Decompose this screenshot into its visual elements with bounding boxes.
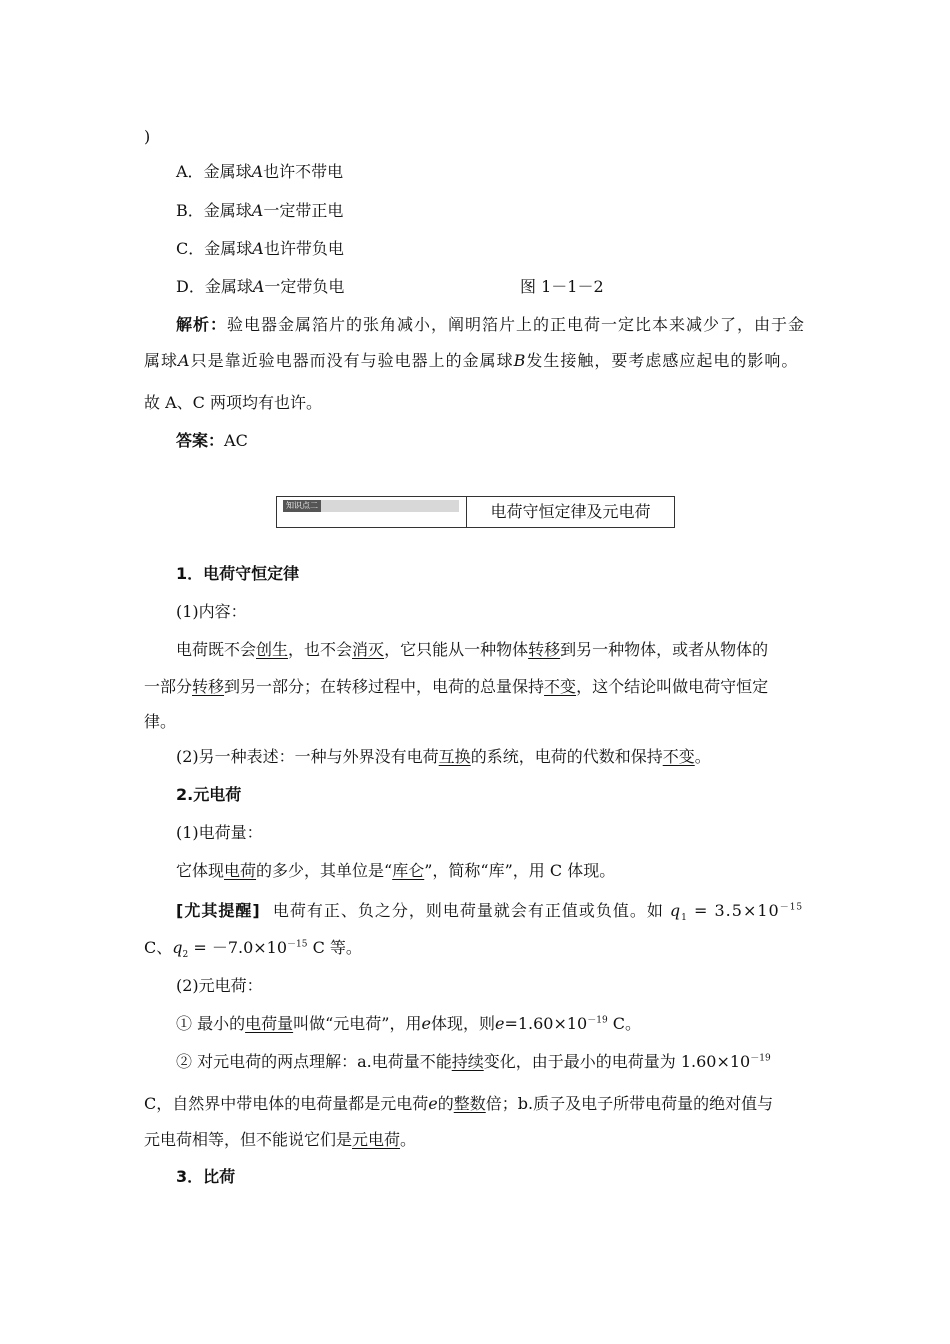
variable: A xyxy=(252,239,264,258)
analysis-label: 解析： xyxy=(176,315,228,334)
option-text: 金属球 xyxy=(203,162,252,181)
exponent: －19 xyxy=(587,1015,608,1026)
text-run: (2)另一种表述：一种与外界没有电荷 xyxy=(176,747,439,766)
text-run: 叫做“元电荷”，用 xyxy=(293,1014,422,1033)
text-run: 的 xyxy=(437,1094,454,1113)
fill-in-answer: 整数 xyxy=(453,1094,486,1113)
fill-in-answer: 转移 xyxy=(192,677,225,696)
list-item xyxy=(176,1013,641,1035)
fill-in-answer: 不变 xyxy=(662,747,695,766)
text-run: 。 xyxy=(694,747,711,766)
option-text: 金属球 xyxy=(204,277,253,296)
para-line xyxy=(144,676,768,698)
variable: A xyxy=(251,201,264,220)
section-header-box xyxy=(276,496,675,528)
para-line xyxy=(144,1093,773,1115)
special-note-label: [尤其提醒] xyxy=(176,901,261,920)
heading-specific-charge: 3．比荷 xyxy=(176,1167,236,1186)
variable: e xyxy=(494,1014,505,1033)
heading-conservation: 1．电荷守恒定律 xyxy=(176,564,300,583)
text-run: ，这个结论叫做电荷守恒定 xyxy=(576,677,769,696)
sub-content: (1)内容： xyxy=(176,602,247,621)
closing-paren: ) xyxy=(144,127,151,146)
section-tag: 知识点二 xyxy=(283,500,321,512)
variable: e xyxy=(421,1014,431,1033)
text-run: ② 对元电荷的两点理解：a.电荷量不能 xyxy=(176,1052,452,1071)
option-b xyxy=(176,200,343,222)
text-run: 倍；b.质子及电子所带电荷量的绝对值与 xyxy=(485,1094,774,1113)
fill-in-answer: 元电荷 xyxy=(352,1130,401,1149)
fill-in-answer: 库仑 xyxy=(392,861,425,880)
analysis-line-3: 故 A、C 两项均有也许。 xyxy=(144,393,322,412)
note-text: 电荷有正、负之分，则电荷量就会有正值或负值。如 xyxy=(272,901,664,920)
text-run: 它体现 xyxy=(176,861,225,880)
text-run: C，自然界中带电体的电荷量都是元电荷 xyxy=(144,1094,429,1113)
text-run: 电荷既不会 xyxy=(176,640,257,659)
answer-value: AC xyxy=(224,431,248,450)
para-line xyxy=(176,860,615,882)
analysis-text: 验电器金属箔片的张角减小，阐明箔片上的正电荷一定比本来减少了，由于金 xyxy=(227,315,806,334)
fill-in-answer: 不变 xyxy=(544,677,577,696)
text-run: 。 xyxy=(400,1130,417,1149)
analysis-line-2 xyxy=(144,350,798,372)
variable: A xyxy=(178,351,191,370)
text-run: ① 最小的 xyxy=(176,1014,246,1033)
text-run: 的系统，电荷的代数和保持 xyxy=(470,747,663,766)
answer-label: 答案： xyxy=(176,431,225,450)
option-text: 金属球 xyxy=(203,201,252,220)
option-d xyxy=(176,276,344,298)
text-run: C。 xyxy=(607,1014,642,1033)
note-text: C、 xyxy=(144,938,173,957)
text-run: 变化，由于最小的电荷量为 1.60×10 xyxy=(483,1052,751,1071)
variable: q xyxy=(172,938,183,957)
analysis-line-1 xyxy=(176,314,805,336)
analysis-text: 发生接触，要考虑感应起电的影响。 xyxy=(526,351,799,370)
note-text: C 等。 xyxy=(312,938,362,957)
variable: e xyxy=(428,1094,438,1113)
text-run: 的多少，其单位是“ xyxy=(256,861,393,880)
figure-caption: 图 1－1－2 xyxy=(520,277,604,296)
option-text: 一定带负电 xyxy=(264,277,345,296)
text-run: ，它只能从一种物体 xyxy=(384,640,529,659)
variable: A xyxy=(252,277,265,296)
fill-in-answer: 电荷量 xyxy=(245,1014,294,1033)
option-letter: C． xyxy=(176,239,205,258)
text-run: 体现，则 xyxy=(430,1014,495,1033)
answer xyxy=(176,430,248,452)
option-a xyxy=(176,161,343,183)
heading-elementary-charge: 2.元电荷 xyxy=(176,785,242,804)
sub-elementary-charge: (2)元电荷： xyxy=(176,976,263,995)
section-tag-cell xyxy=(277,497,467,527)
text-run: ”，简称“库”，用 C 体现。 xyxy=(424,861,616,880)
exponent: －15 xyxy=(287,939,308,950)
exponent: －15 xyxy=(779,902,804,913)
option-letter: A． xyxy=(176,162,204,181)
fill-in-answer: 转移 xyxy=(528,640,561,659)
option-text: 也许不带电 xyxy=(263,162,344,181)
fill-in-answer: 电荷 xyxy=(224,861,257,880)
fill-in-answer: 创生 xyxy=(256,640,289,659)
option-text: 也许带负电 xyxy=(263,239,344,258)
note-value: = －7.0×10 xyxy=(193,938,288,957)
para-line: 律。 xyxy=(144,712,177,731)
text-run: 一部分 xyxy=(144,677,193,696)
special-note-line-2 xyxy=(144,937,362,959)
option-letter: B． xyxy=(176,201,204,220)
analysis-text: 属球 xyxy=(144,351,179,370)
text-run: 到另一种物体，或者从物体的 xyxy=(560,640,769,659)
text-run: =1.60×10 xyxy=(504,1014,588,1033)
list-item xyxy=(176,1051,771,1073)
para-line xyxy=(176,639,768,661)
variable: q xyxy=(669,901,682,920)
section-tag-bar xyxy=(283,500,459,512)
option-letter: D． xyxy=(176,277,205,296)
sub-alt-expression xyxy=(176,746,711,768)
variable: A xyxy=(251,162,264,181)
special-note-line-1 xyxy=(176,900,803,922)
option-text: 一定带正电 xyxy=(263,201,344,220)
fill-in-answer: 消灭 xyxy=(352,640,385,659)
option-c xyxy=(176,238,344,260)
fill-in-answer: 互换 xyxy=(438,747,471,766)
subscript: 2 xyxy=(182,950,189,961)
text-run: 元电荷相等，但不能说它们是 xyxy=(144,1130,353,1149)
note-value: = 3.5×10 xyxy=(694,901,780,920)
para-line xyxy=(144,1129,416,1151)
subscript: 1 xyxy=(681,913,688,924)
fill-in-answer: 持续 xyxy=(451,1052,484,1071)
text-run: 到另一部分；在转移过程中，电荷的总量保持 xyxy=(224,677,545,696)
variable: B xyxy=(513,351,527,370)
section-title: 电荷守恒定律及元电荷 xyxy=(490,502,651,521)
exponent: －19 xyxy=(750,1053,771,1064)
analysis-text: 只是靠近验电器而没有与验电器上的金属球 xyxy=(190,351,514,370)
sub-charge-quantity: (1)电荷量： xyxy=(176,823,263,842)
option-text: 金属球 xyxy=(204,239,253,258)
text-run: ，也不会 xyxy=(288,640,353,659)
